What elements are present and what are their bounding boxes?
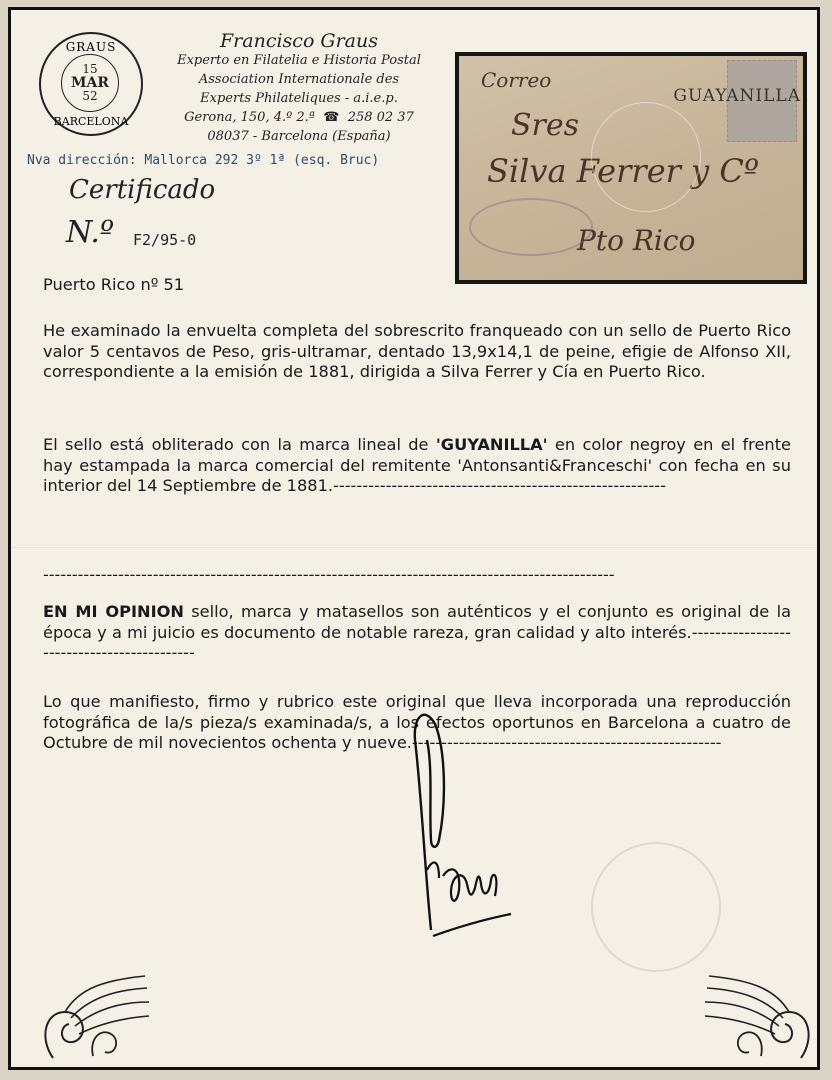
handwriting-sres: Sres (511, 108, 580, 143)
expert-signature (381, 700, 531, 940)
letterhead-city: 08037 - Barcelona (España) (207, 129, 391, 144)
opinion-text: sello, marca y matasellos son auténticos y el conjunto es original de la época y a mi juicio es documento de notable rareza, gran calidad y alto interés.------------------------------------------- (43, 602, 791, 662)
cancellation-paragraph (43, 435, 791, 497)
closing-paragraph: Lo que manifiesto, firmo y rubrico este original que lleva incorporada una reproducción fotográfica de la/s pieza/s examinada/s, a los efectos oportunos en Barcelona a cuatro de Octubre de mil novecientos ochenta y nueve.----------------------------------------------------- (43, 692, 791, 752)
cover-photograph (455, 52, 807, 284)
letterhead (149, 32, 449, 146)
opinion-paragraph (43, 602, 791, 664)
flourish-ornament-right (699, 968, 819, 1064)
handwriting-correo: Correo (481, 68, 552, 92)
letterhead-address: Gerona, 150, 4.º 2.ª (184, 110, 315, 125)
dash-separator: --------------------------------------------------------------------------------------------------- (43, 565, 615, 584)
stamp-month: MAR (71, 74, 109, 91)
stamp-day: 15 (82, 62, 98, 77)
embossed-seal (591, 842, 721, 972)
handwriting-addressee: Silva Ferrer y Cº (487, 152, 759, 190)
letterhead-phone: 258 02 37 (347, 110, 414, 125)
letterhead-line-3: Experts Philateliques - a.i.e.p. (200, 91, 398, 106)
stamp-date (61, 54, 119, 112)
cover-envelope (459, 56, 803, 280)
sender-cachet (469, 198, 593, 256)
letterhead-line-2: Association Internationale des (198, 72, 400, 87)
cancellation-postmark-name: 'GUYANILLA' (435, 435, 548, 454)
description-paragraph: He examinado la envuelta completa del sobrescrito franqueado con un sello de Puerto Rico valor 5 centavos de Peso, gris-ultramar, dentado 13,9x14,1 de peine, efigie de Alfonso XII, correspondiente a la emisión de 1881, dirigida a Silva Ferrer y Cía en Puerto Rico. (43, 321, 791, 381)
handwriting-destination: Pto Rico (577, 224, 696, 257)
embossed-seal-overlay (591, 102, 701, 212)
fold-crease (11, 547, 817, 549)
guayanilla-postmark: GUAYANILLA (673, 86, 801, 106)
letterhead-line-1: Experto en Filatelia e Historia Postal (177, 53, 421, 68)
opinion-heading: EN MI OPINION (43, 602, 184, 621)
cancellation-text-b: en color negroy en el frente hay estampada la marca comercial del remitente 'Antonsanti&Franceschi' con fecha en su interior del 14 Septiembre de 1881.--------------------------------------------------------- (43, 435, 791, 495)
certificate-title: Certificado (69, 175, 216, 205)
stamp-bottom-text: BARCELONA (53, 115, 129, 128)
graus-date-stamp (39, 32, 143, 136)
stamp-top-text: GRAUS (65, 40, 117, 54)
stamp-year: 52 (82, 89, 98, 104)
phone-icon: ☎ (319, 110, 344, 125)
expert-name: Francisco Graus (220, 30, 378, 52)
piece-heading: Puerto Rico nº 51 (43, 275, 185, 294)
letterhead-address-line (149, 108, 449, 127)
certificate-sheet (8, 7, 820, 1070)
certificate-number: F2/95-0 (133, 231, 197, 249)
certificate-number-label: N.º (66, 215, 114, 250)
cancellation-text-a: El sello está obliterado con la marca lineal de (43, 435, 436, 454)
flourish-ornament-left (35, 968, 155, 1064)
new-address: Nva dirección: Mallorca 292 3º 1ª (esq. Bruc) (27, 153, 380, 168)
